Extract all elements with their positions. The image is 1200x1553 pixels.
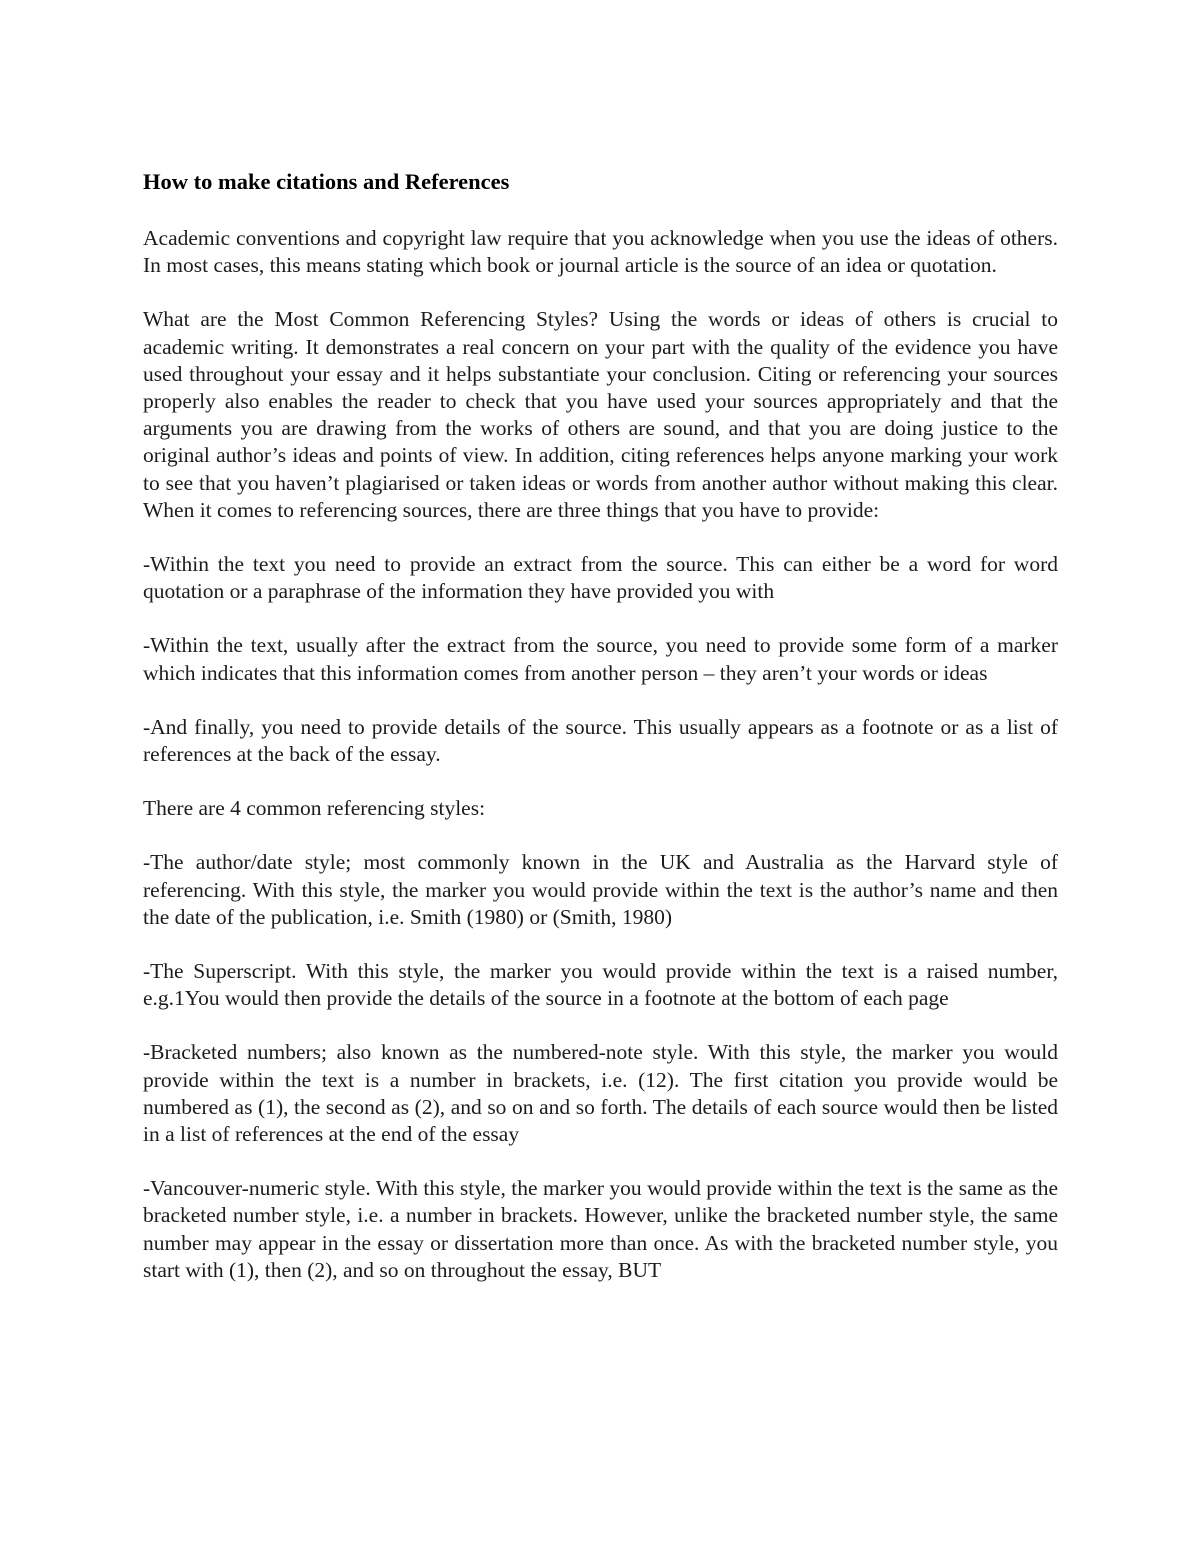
- paragraph-bullet-source-details: -And finally, you need to provide details of the source. This usually appears as a footnote or as a list of references at the back of the essay.: [143, 714, 1058, 767]
- paragraph-superscript-style: -The Superscript. With this style, the marker you would provide within the text is a raised number, e.g.1You would then provide the details of the source in a footnote at the bottom of each page: [143, 959, 1058, 1011]
- paragraph-vancouver-numeric-style: -Vancouver-numeric style. With this style, the marker you would provide within the text is the same as the bracketed number style, i.e. a number in brackets. However, unlike the bracketed number style, the same number may appear in the essay or dissertation more than once. As with the bracketed number style, you start with (1), then (2), and so on throughout the essay, BUT: [143, 1176, 1058, 1282]
- paragraph-styles-count: There are 4 common referencing styles:: [143, 796, 486, 821]
- document-title: How to make citations and References: [143, 169, 510, 194]
- paragraph-intro: Academic conventions and copyright law require that you acknowledge when you use the ideas of others. In most cases, this means stating which book or journal article is the source of an idea or quotation.: [143, 226, 1058, 278]
- paragraph-author-date-style: -The author/date style; most commonly known in the UK and Australia as the Harvard style of referencing. With this style, the marker you would provide within the text is the author’s name and then the date of the publication, i.e. Smith (1980) or (Smith, 1980): [143, 850, 1058, 929]
- paragraph-bullet-extract: -Within the text you need to provide an extract from the source. This can either be a word for word quotation or a paraphrase of the information they have provided you with: [143, 552, 1058, 604]
- paragraph-bracketed-numbers-style: -Bracketed numbers; also known as the numbered-note style. With this style, the marker you would provide within the text is a number in brackets, i.e. (12). The first citation you provide would be numbered as (1), the second as (2), and so on and so forth. The details of each source would then be listed in a list of references at the end of the essay: [143, 1040, 1058, 1147]
- paragraph-common-referencing-styles: What are the Most Common Referencing Styles? Using the words or ideas of others is crucial to academic writing. It demonstrates a real concern on your part with the quality of the evidence you have used throughout your essay and it helps substantiate your conclusion. Citing or referencing your sources properly also enables the reader to check that you have used your sources appropriately and that the arguments you are drawing from the works of others are sound, and that you are doing justice to the original author’s ideas and points of view. In addition, citing references helps anyone marking your work to see that you haven’t plagiarised or taken ideas or words from another author without making this clear. When it comes to referencing sources, there are three things that you have to provide:: [143, 307, 1058, 522]
- paragraph-bullet-marker: -Within the text, usually after the extract from the source, you need to provide some form of a marker which indicates that this information comes from another person – they aren’t your words or ideas: [143, 633, 1058, 685]
